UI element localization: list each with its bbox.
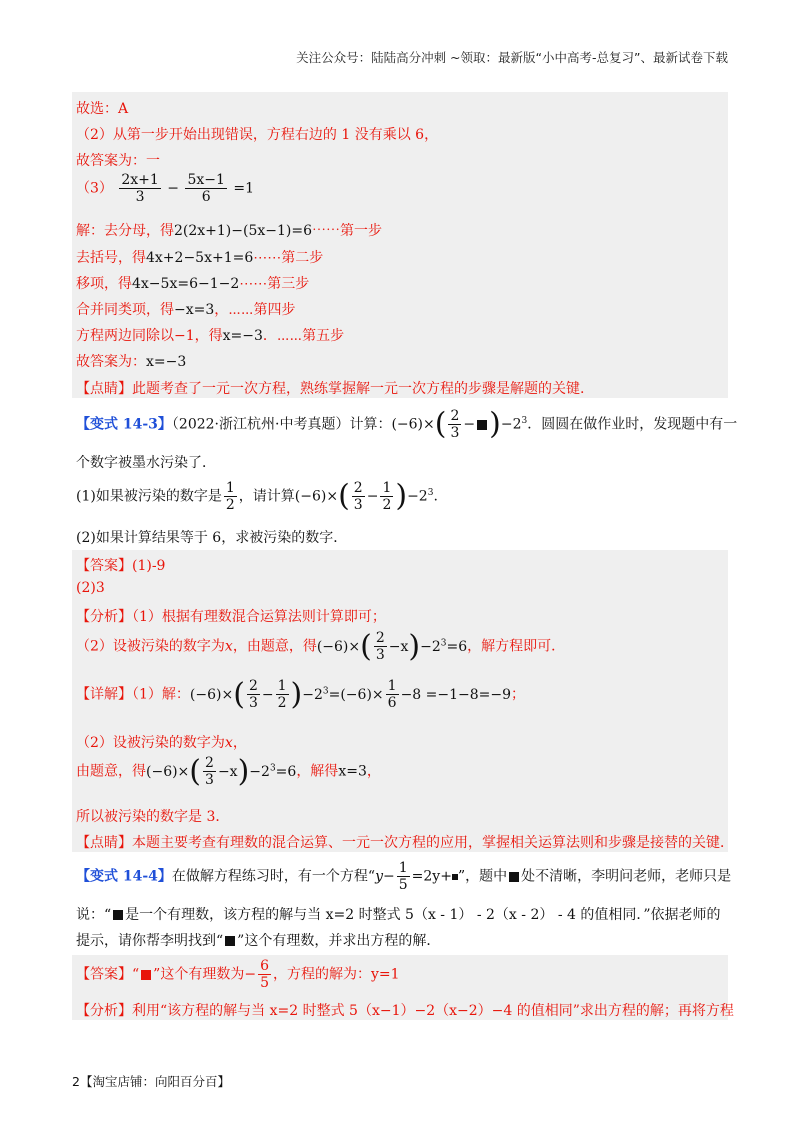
variant-14-4-line2: 说：“ 是一个有理数，该方程的解与当 x=2 时整式 5（x - 1） - 2（x - 2） - 4 的值相同．”依据老师的 (76, 907, 721, 923)
step-1-line: 解：去分母，得2(2x+1)−(5x−1)=6⋯⋯第一步 (76, 223, 383, 239)
ink-square-icon (141, 970, 151, 980)
answer-1: 【答案】(1)-9 (76, 558, 166, 574)
ink-square-icon (509, 872, 519, 882)
step-5-line: 方程两边同除以−1，得x=−3．⋯⋯第五步 (76, 328, 345, 344)
ink-square-icon (113, 910, 123, 920)
page-footer: 2【淘宝店铺：向阳百分百】 (72, 1074, 230, 1089)
comment-line: 【点睛】此题考查了一元一次方程，熟练掌握解一元一次方程的步骤是解题的关键. (76, 381, 585, 397)
detail-4: 所以被污染的数字是 3． (76, 809, 230, 825)
detail-2: （2）设被污染的数字为x， (76, 735, 247, 751)
choice-line: 故选：A (76, 101, 129, 117)
step-error-line: （2）从第一步开始出现错误，方程右边的 1 没有乘以 6， (76, 127, 439, 143)
step-4-line: 合并同类项，得−x=3，⋯⋯第四步 (76, 302, 296, 318)
equation-3: （3） $\frac{2x+1}{3}$ − $\frac{5x-1}{6}$ =1 (76, 172, 255, 206)
analysis-14-4: 【分析】利用“该方程的解与当 x=2 时整式 5（x−1）−2（x−2）−4 的值相同”求出方程的解；再将方程 (76, 1003, 734, 1019)
variant-14-3-title: 【变式 14-3】（2022·浙江杭州·中考真题）计算：(−6)×( $\frac{2}{3}$ − )$-2^3$．圆圆在做作业时，发现题中有一 (76, 406, 738, 442)
step-2-line: 去括号，得4x+2−5x+1=6⋯⋯第二步 (76, 250, 324, 266)
final-answer-line: 故答案为：x=−3 (76, 354, 187, 370)
answer-2: (2)3 (76, 580, 105, 596)
ink-square-icon (477, 420, 487, 430)
variant-14-4-title: 【变式 14-4】在做解方程练习时，有一个方程“y− $\frac{1}{5}$ =2y+ ”，题中 处不清晰，李明问老师，老师只是 (76, 860, 732, 894)
analysis-1: 【分析】（1）根据有理数混合运算法则计算即可； (76, 609, 386, 625)
detail-3: 由题意，得(−6)×( $\frac{2}{3}$ $-x)-2^3=6$，解得x=3， (76, 753, 381, 789)
page-header: 关注公众号：陆陆高分冲刺 ~领取：最新版“小中高考-总复习”、最新试卷下载 (296, 50, 728, 65)
question-1: (1)如果被污染的数字是 $\frac{1}{2}$ ，请计算(−6)×( $\frac{2}{3}$ − $\frac{1}{2}$ )$-2^3$. (76, 478, 438, 514)
detail-1: 【详解】（1）解：(−6)×( $\frac{2}{3}$ − $\frac{1}{2}$ )$-2^3=(-6)\times$ $\frac{1}{6}$ −8 =−1−8=−9； (76, 676, 526, 712)
comment-2: 【点睛】本题主要考查有理数的混合运算、一元一次方程的应用，掌握相关运算法则和步骤是接替的关键． (76, 835, 734, 851)
ink-square-icon (225, 936, 235, 946)
variant-14-4-line3: 提示，请你帮李明找到“ ”这个有理数，并求出方程的解． (76, 933, 441, 949)
answer-line-1: 故答案为：一 (76, 153, 160, 169)
step-3-line: 移项，得4x−5x=6−1−2⋯⋯第三步 (76, 276, 310, 292)
analysis-2: （2）设被污染的数字为x，由题意，得(−6)×( $\frac{2}{3}$ $-x)-2^3=6$，解方程即可． (76, 628, 566, 664)
variant-14-3-line2: 个数字被墨水污染了． (76, 455, 216, 471)
answer-14-4: 【答案】“ ”这个有理数为− $\frac{6}{5}$ ，方程的解为：y=1 (76, 958, 400, 992)
question-2: (2)如果计算结果等于 6，求被污染的数字． (76, 530, 348, 546)
